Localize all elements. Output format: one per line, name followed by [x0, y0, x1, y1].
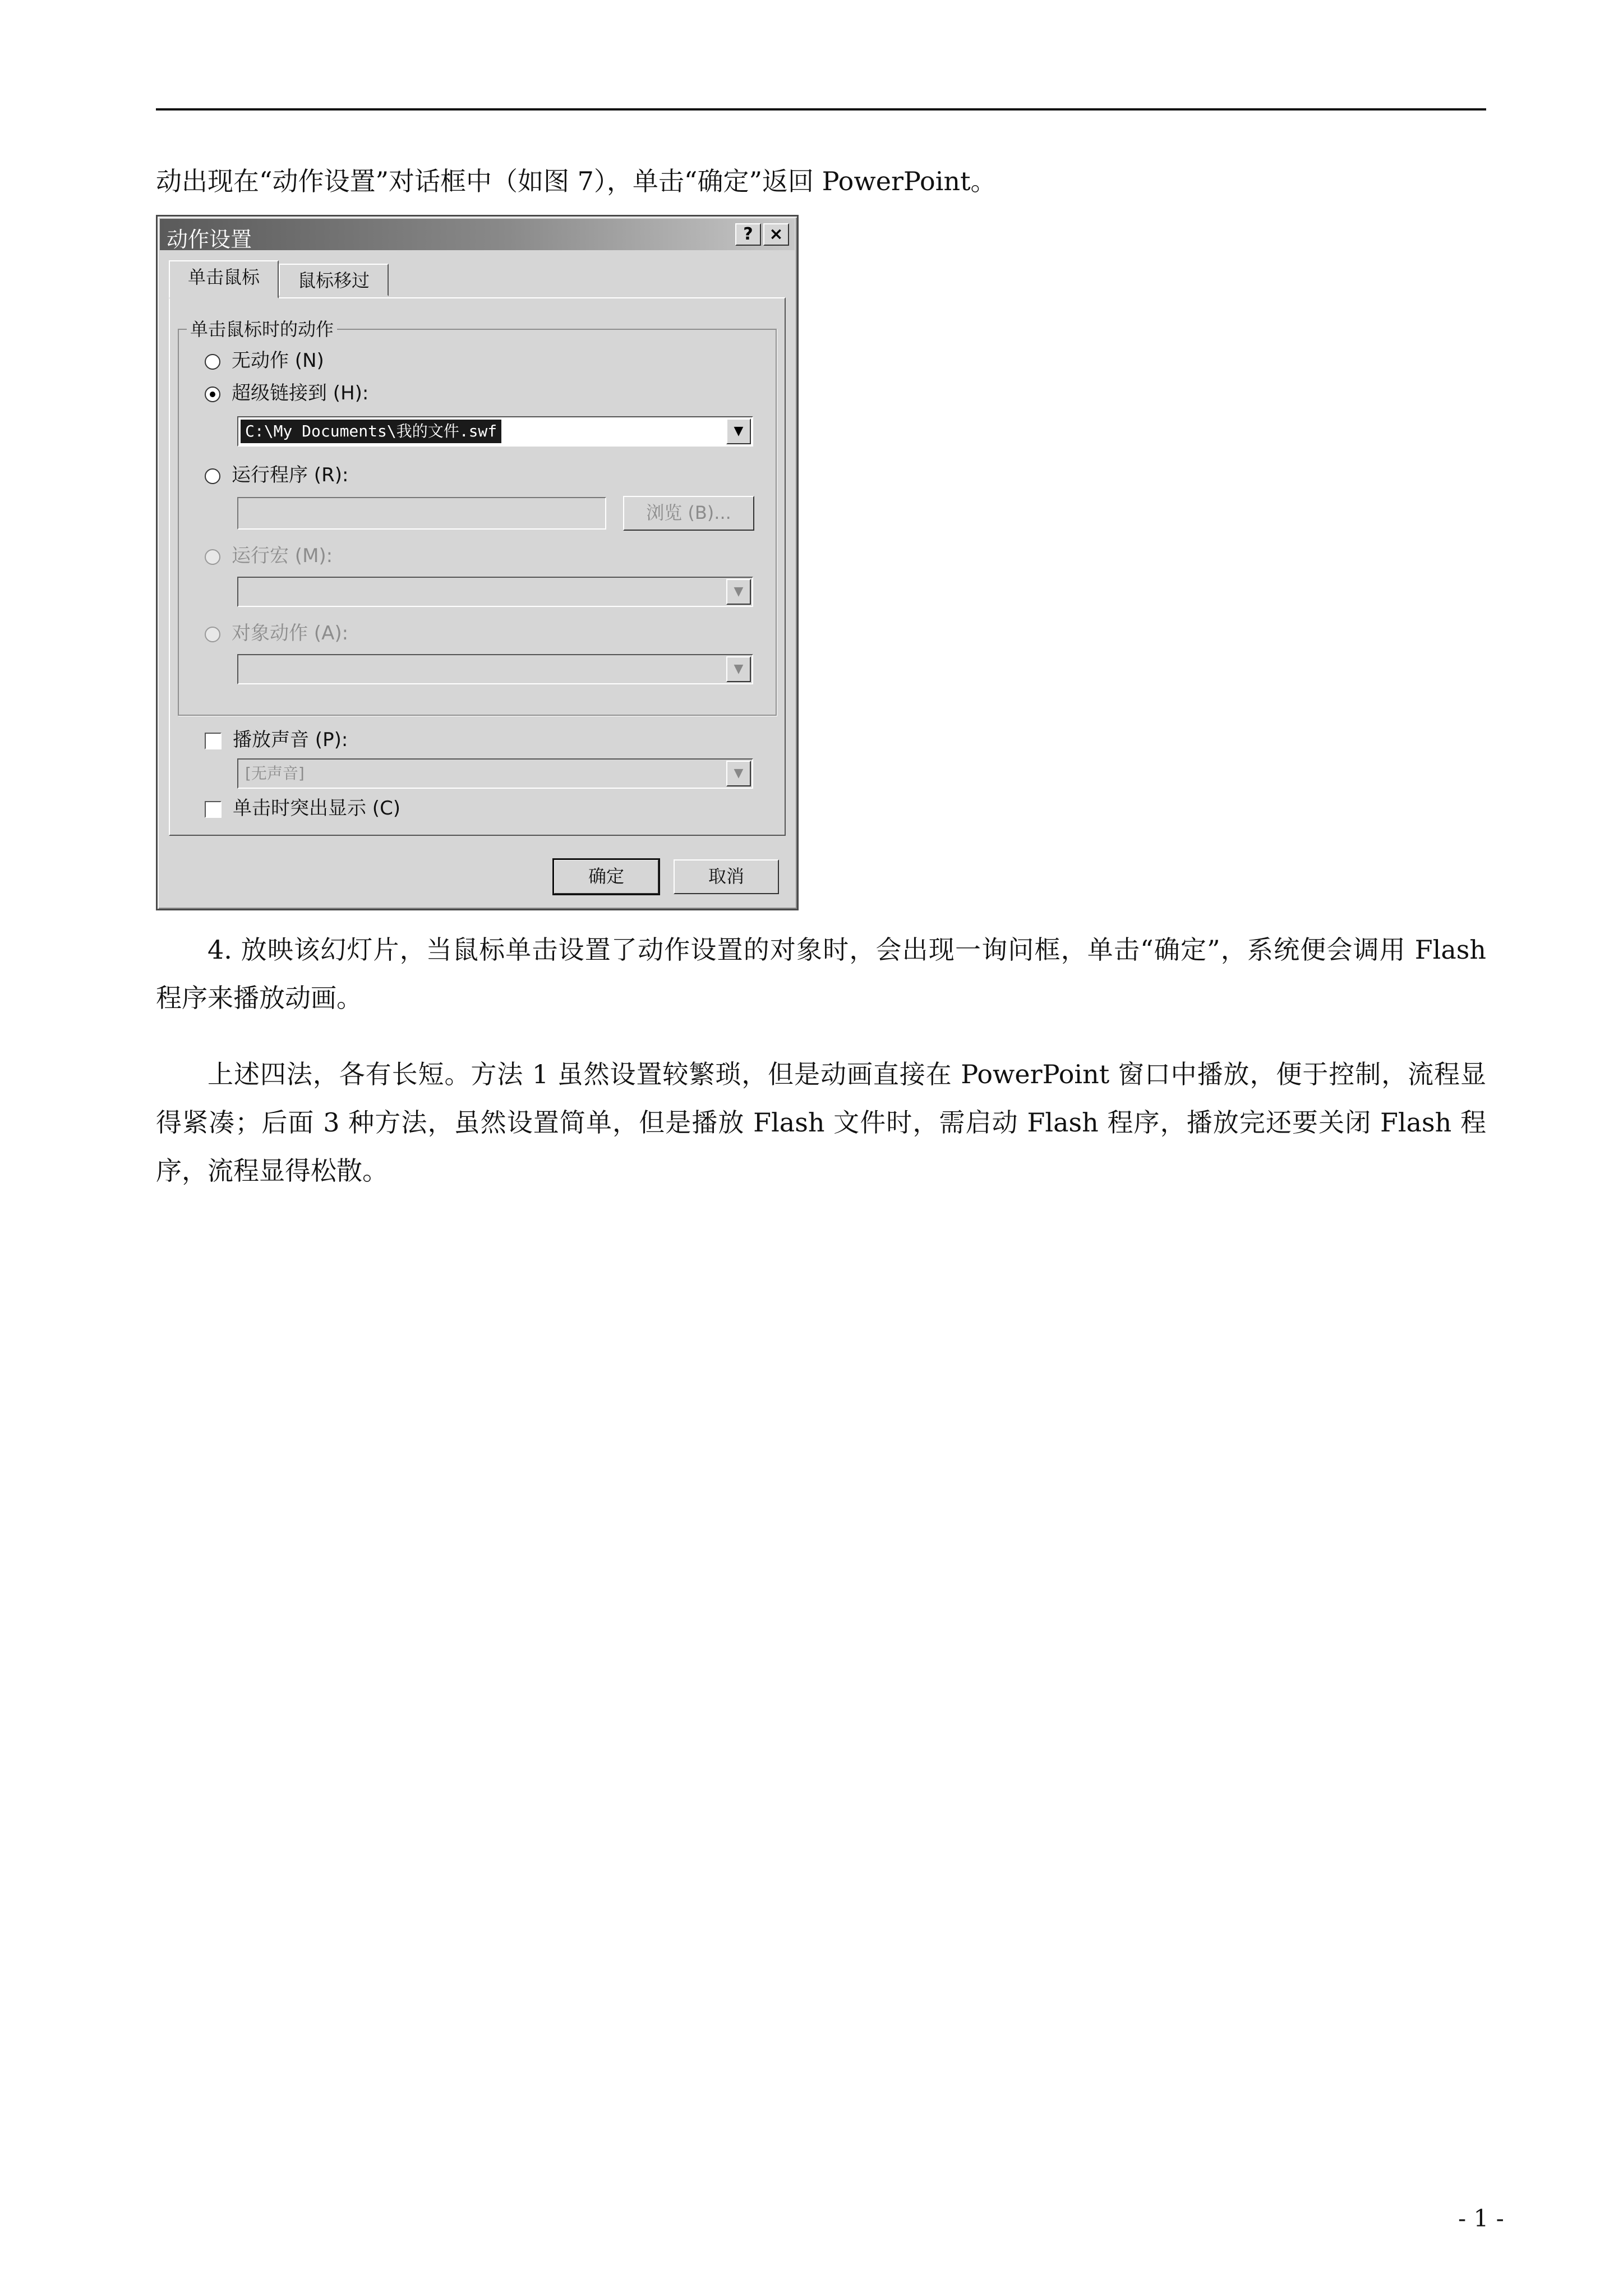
- help-button[interactable]: ?: [735, 223, 761, 246]
- radio-run-macro[interactable]: [205, 544, 333, 568]
- checkbox-icon: [205, 733, 222, 749]
- radio-label: 超级链接到 (H):: [232, 382, 369, 404]
- tab-mouse-over[interactable]: 鼠标移过: [279, 264, 389, 296]
- chevron-down-icon[interactable]: ▼: [726, 418, 751, 444]
- checkbox-label: 播放声音 (P):: [233, 729, 348, 751]
- hyperlink-value: C:\My Documents\我的文件.swf: [241, 420, 501, 443]
- chevron-down-icon[interactable]: ▼: [726, 761, 751, 786]
- dialog-titlebar: [160, 219, 795, 250]
- sound-value: [无声音]: [245, 764, 305, 783]
- checkbox-icon: [205, 801, 222, 818]
- step-4-paragraph: 4. 放映该幻灯片，当鼠标单击设置了动作设置的对象时，会出现一询问框，单击“确定”，系统便会调用 Flash 程序来播放动画。: [156, 935, 1486, 1013]
- program-path-input[interactable]: [237, 497, 606, 530]
- play-sound-checkbox[interactable]: [205, 728, 348, 752]
- radio-label: 无动作 (N): [232, 349, 324, 372]
- macro-combo[interactable]: [237, 577, 753, 607]
- radio-object-action[interactable]: [205, 622, 348, 645]
- action-settings-dialog: [156, 215, 799, 910]
- tab-mouse-click[interactable]: 单击鼠标: [169, 260, 279, 298]
- radio-label: 对象动作 (A):: [232, 622, 349, 645]
- radio-label: 运行程序 (R):: [232, 464, 349, 486]
- radio-icon: [205, 549, 220, 565]
- header-rule: [156, 108, 1486, 111]
- highlight-click-checkbox[interactable]: [205, 797, 400, 820]
- ok-button[interactable]: 确定: [554, 859, 659, 894]
- sound-combo[interactable]: [237, 758, 753, 789]
- chevron-down-icon[interactable]: ▼: [726, 579, 751, 605]
- browse-button[interactable]: 浏览 (B)...: [623, 496, 754, 531]
- summary-paragraph: 上述四法，各有长短。方法 1 虽然设置较繁琐，但是动画直接在 PowerPoint 窗口中播放，便于控制，流程显得紧凑；后面 3 种方法，虽然设置简单，但是播放 Flash 文件时，需启动 Flash 程序，播放完还要关闭 Flash 程序，流程显得松散。: [156, 1059, 1486, 1186]
- radio-icon: [205, 354, 220, 370]
- dialog-title: 动作设置: [167, 227, 252, 252]
- radio-icon: [205, 468, 220, 484]
- checkbox-label: 单击时突出显示 (C): [233, 797, 401, 820]
- intro-paragraph: 动出现在“动作设置”对话框中（如图 7），单击“确定”返回 PowerPoint。: [156, 166, 997, 196]
- chevron-down-icon[interactable]: ▼: [726, 656, 751, 682]
- page-number: - 1 -: [1458, 2205, 1504, 2232]
- radio-hyperlink[interactable]: [205, 381, 368, 405]
- radio-icon: [205, 627, 220, 642]
- radio-label: 运行宏 (M):: [232, 545, 333, 567]
- group-label: 单击鼠标时的动作: [187, 315, 337, 341]
- radio-run-program[interactable]: [205, 463, 348, 487]
- radio-selected-icon: [205, 386, 220, 402]
- object-action-combo[interactable]: [237, 654, 753, 684]
- cancel-button[interactable]: 取消: [674, 859, 779, 894]
- radio-no-action[interactable]: [205, 349, 324, 372]
- hyperlink-combo[interactable]: [237, 416, 753, 447]
- close-button[interactable]: ×: [763, 223, 789, 246]
